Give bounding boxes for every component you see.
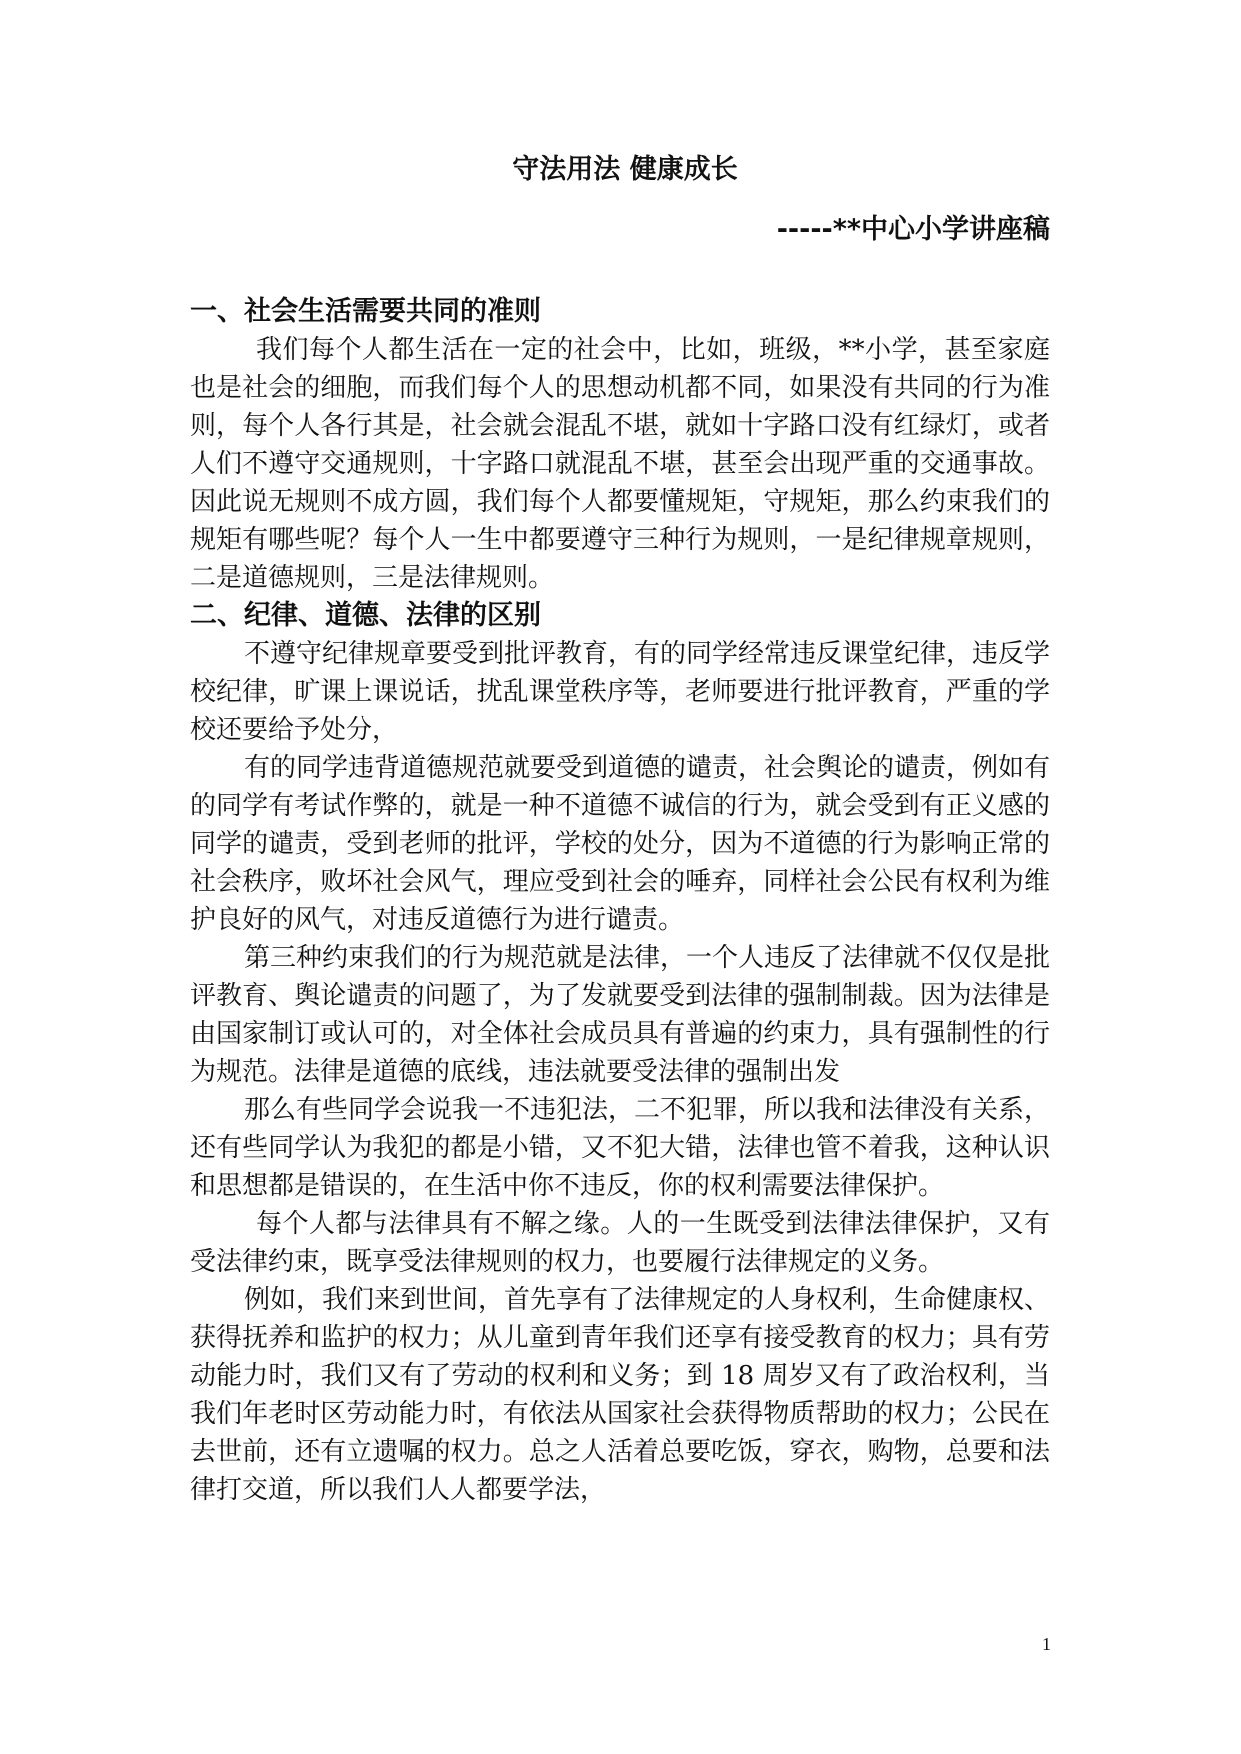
paragraph: 不遵守纪律规章要受到批评教育，有的同学经常违反课堂纪律，违反学校纪律，旷课上课说话，扰乱课堂秩序等，老师要进行批评教育，严重的学校还要给予处分， [190, 639, 1051, 745]
document-subtitle: -----**中心小学讲座稿 [776, 214, 1050, 245]
document-page [190, 150, 1050, 1509]
paragraph: 例如，我们来到世间，首先享有了法律规定的人身权利，生命健康权、获得抚养和监护的权力；从儿童到青年我们还享有接受教育的权力；具有劳动能力时，我们又有了劳动的权利和义务；到 18 周岁又有了政治权利，当我们年老时区劳动能力时，有依法从国家社会获得物质帮助的权力；公民在去世前，还有立遗嘱的权力。总之人活着总要吃饭，穿衣，购物，总要和法律打交道，所以我们人人都要学法， [190, 1285, 1051, 1505]
section-heading-1: 一、社会生活需要共同的准则 [190, 296, 541, 327]
paragraph: 那么有些同学会说我一不违犯法，二不犯罪，所以我和法律没有关系，还有些同学认为我犯的都是小错，又不犯大错，法律也管不着我，这种认识和思想都是错误的，在生活中你不违反，你的权利需要法律保护。 [190, 1095, 1051, 1201]
paragraph: 有的同学违背道德规范就要受到道德的谴责，社会舆论的谴责，例如有的同学有考试作弊的，就是一种不道德不诚信的行为，就会受到有正义感的同学的谴责，受到老师的批评，学校的处分，因为不道德的行为影响正常的社会秩序，败坏社会风气，理应受到社会的唾弃，同样社会公民有权利为维护良好的风气，对违反道德行为进行谴责。 [190, 753, 1051, 935]
page-number: 1 [1042, 1634, 1051, 1654]
document-title: 守法用法 健康成长 [512, 154, 738, 185]
paragraph: 我们每个人都生活在一定的社会中，比如，班级，**小学，甚至家庭也是社会的细胞，而我们每个人的思想动机都不同，如果没有共同的行为准则，每个人各行其是，社会就会混乱不堪，就如十字路口没有红绿灯，或者人们不遵守交通规则，十字路口就混乱不堪，甚至会出现严重的交通事故。因此说无规则不成方圆，我们每个人都要懂规矩，守规矩，那么约束我们的规矩有哪些呢？每个人一生中都要遵守三种行为规则，一是纪律规章规则，二是道德规则，三是法律规则。 [190, 335, 1050, 593]
section-heading-2: 二、纪律、道德、法律的区别 [190, 600, 541, 631]
paragraph: 每个人都与法律具有不解之缘。人的一生既受到法律法律保护，又有受法律约束，既享受法律规则的权力，也要履行法律规定的义务。 [190, 1209, 1050, 1277]
paragraph: 第三种约束我们的行为规范就是法律，一个人违反了法律就不仅仅是批评教育、舆论谴责的问题了，为了发就要受到法律的强制制裁。因为法律是由国家制订或认可的，对全体社会成员具有普遍的约束力，具有强制性的行为规范。法律是道德的底线，违法就要受法律的强制出发 [190, 943, 1051, 1087]
